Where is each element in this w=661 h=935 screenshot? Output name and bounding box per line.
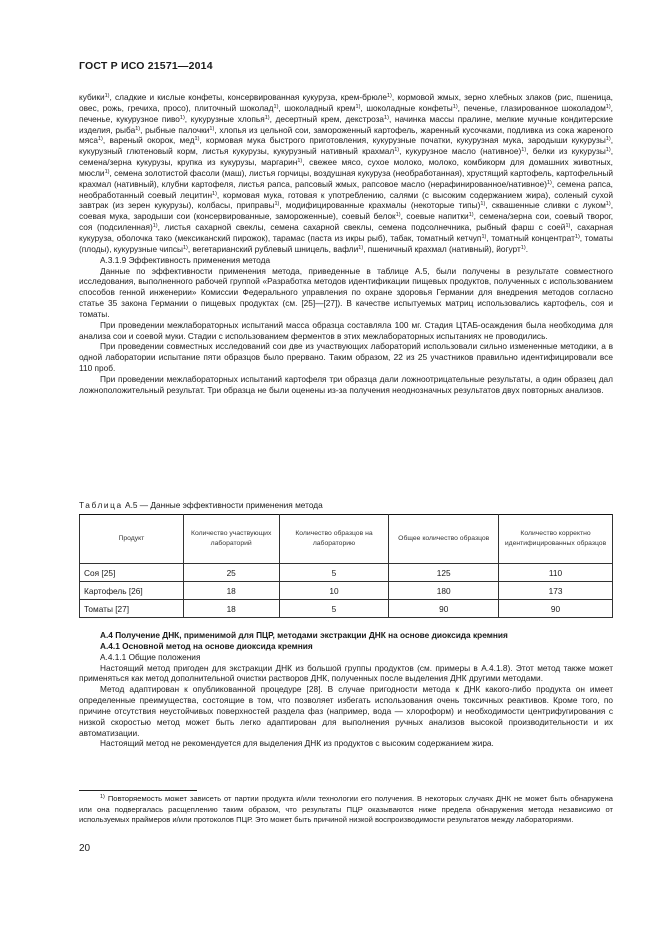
main-text: [79, 92, 613, 396]
table-row: [80, 600, 613, 618]
paragraph-interlab-mass: При проведении межлабораторных испытаний масса образца составляла 100 мг. Стадия ЦТАБ-осаждения была необходима для анализа сои и соевой муки. Стадии с использованием ферментов в этих межлабораторных испытаниях не проводились.: [79, 319, 613, 341]
header-product: Продукт: [80, 515, 184, 564]
table-cell: 18: [183, 582, 279, 600]
table-header-row: [80, 515, 613, 564]
table-cell: 90: [499, 600, 613, 618]
paragraph-method-scope: Настоящий метод пригоден для экстракции ДНК из большой группы продуктов (см. примеры в А.4.1.8). Этот метод также может применяться как метод дополнительной очистки растворов ДНК, полученных после выделения ДНК другими методами.: [79, 662, 613, 684]
table-cell: 25: [183, 564, 279, 582]
paragraph-method-adapted: Метод адаптирован к опубликованной процедуре [28]. В случае пригодности метода к ДНК какого-либо продукта он имеет определенные преимущества, состоящие в том, что позволяет избегать использования очень токсичных реактивов. Кроме того, по причине отсутствия неустойчивых поверхностей раздела фаз (например, вода — хлороформ) и необходимости центрифугирования с низкой скоростью метод может быть легко адаптирован для выполнения ручных анализов высокой производительности и их автоматизации.: [79, 684, 613, 738]
paragraph-soy-study: При проведении совместных исследований сои две из участвующих лабораторий использовали сильно измененные методики, а в одной лаборатории испытание пяти образцов было прервано. Таким образом, 22 из 25 участников правильно идентифицировали все 110 проб.: [79, 341, 613, 374]
header-total-samples: Общее количество образцов: [389, 515, 499, 564]
paragraph-efficiency-data: Данные по эффективности применения метода, приведенные в таблице А.5, были получены в результате совместного исследования, выполненного рабочей группой «Разработка методов идентификации пищевых продуктов, полученных с использованием способов генной инженерии» Комиссии Федерального управления по охране здоровья Германии для внедрения методов согласно статье 35 закона Германии о пищевых продуктах (см. [25]—[27]). В качестве испытуемых матриц использовались картофель, соя и томаты.: [79, 265, 613, 319]
table-cell: 5: [279, 600, 389, 618]
subsection-heading-a319: А.3.1.9 Эффективность применения метода: [100, 254, 271, 265]
table-cell: 18: [183, 600, 279, 618]
table-cell: Картофель [26]: [80, 582, 184, 600]
section-heading-a4: А.4 Получение ДНК, применимой для ПЦР, методами экстракции ДНК на основе диоксида кремния: [100, 630, 508, 640]
footnote: [79, 794, 613, 826]
paragraph-potato-study: При проведении межлабораторных испытаний картофеля три образца дали ложноотрицательные результаты, а один образец дал ложноположительный результат. Три образца не были оценены из-за получения неоднозначных результатов двух повторных анализов.: [79, 373, 613, 395]
product-list-paragraph: кубики$^{1)}$, сладкие и кислые конфеты, консервированная кукуруза, крем-брюле$^{1)}$, кормовой жмых, зерно хлебных злаков (рис, пшеница, овес, рожь, гречиха, просо), плиточный шоколад$^{1)}$, шоколадный крем$^{1)}$, шоколадные конфеты$^{1)}$, печенье, глазированное шоколадом$^{1)}$, печенье, кукурузное пиво$^{1)}$, кукурузные хлопья$^{1)}$, десертный крем, декстроза$^{1)}$, начинка массы пралине, мелкие мучные кондитерские изделия, рыба$^{1)}$, рыбные палочки$^{1)}$, хлопья из цельной сои, замороженный картофель, жаренный кусочками, подливка из сока жареного мяса$^{1)}$, вареный окорок, мед$^{1)}$, кормовая мука быстрого приготовления, кукурузные початки, кукурузная мука, зародыши кукурузы$^{1)}$, кукурузный глютеновый корм, листья кукурузы, кукурузный нативный крахмал$^{1)}$, кукурузное масло (нативное)$^{1)}$, белки из кукурузы$^{1)}$, семена/зерна кукурузы, крупка из кукурузы, маргарин$^{1)}$, свежее мясо, сухое молоко, молоко, комбикорм для домашних животных, мюсли$^{1)}$, семена золотистой фасоли (маш), листья горчицы, воздушная кукуруза (необработанная), хрустящий картофель, картофельный крахмал (нативный), клубни картофеля, листья рапса, рапсовый жмых, рапсовое масло (нерафинированное/нативное)$^{1)}$, семена рапса, необработанный соевый лецитин$^{1)}$, кормовая мука, готовая к употреблению, салями (с высоким содержанием жира), соленый сухой завтрак (из зерен кукурузы), колбасы, приправы$^{1)}$, модифицированные крахмалы (некоторые типы)$^{1)}$, сквашенные сливки с луком$^{1)}$, соевая мука, зародыши сои (консервированные, замороженные), соевый белок$^{1)}$, соевые напитки$^{1)}$, семена/зерна сои, соевый творог, соя (подсиленная)$^{1)}$, листья сахарной свеклы, семена сахарной свеклы, семена подсолнечника, рыбный фарш с соей$^{1)}$, сахарная кукуруза, оболочка тако (мексиканский пирожок), тарамас (паста из икры рыб), табак, томатный кетчуп$^{1)}$, томатный концентрат$^{1)}$, томаты (плоды), кукурузные чипсы$^{1)}$, вегетарианский рублевый шницель, вафли$^{1)}$, пшеничный крахмал (нативный), йогурт$^{1)}$.: [79, 92, 614, 254]
footnote-mark: 1): [100, 794, 105, 800]
page-number: 20: [79, 843, 91, 854]
table-cell: 125: [389, 564, 499, 582]
table-row: [80, 582, 613, 600]
table-cell: Томаты [27]: [80, 600, 184, 618]
table-cell: Соя [25]: [80, 564, 184, 582]
footnote-text: Повторяемость может зависеть от партии продукта и/или технологии его получения. В некоторых случаях ДНК не может быть обнаружена или она подвергалась расщеплению таким образом, что результаты ПЦР оказываются ниже предела обнаружения метода независимо от используемых праймеров и/или протоколов ПЦР. Это может быть причиной низкой воспроизводимости результатов между лабораториями.: [79, 794, 613, 824]
table-caption: Таблица А.5 — Данные эффективности применения метода: [79, 500, 323, 510]
efficiency-table: [79, 514, 613, 618]
header-samples-per-lab: Количество образцов на лабораторию: [279, 515, 389, 564]
section-heading-a41: А.4.1 Основной метод на основе диоксида кремния: [100, 640, 313, 651]
section-a4: [79, 630, 613, 749]
header-correct-samples: Количество корректно идентифицированных образцов: [499, 515, 613, 564]
paragraph-method-limit: Настоящий метод не рекомендуется для выделения ДНК из продуктов с высоким содержанием жира.: [100, 738, 494, 749]
table-cell: 10: [279, 582, 389, 600]
footnote-divider: [79, 790, 197, 791]
table-row: [80, 564, 613, 582]
table-cell: 173: [499, 582, 613, 600]
table-cell: 180: [389, 582, 499, 600]
table-cell: 90: [389, 600, 499, 618]
table-cell: 5: [279, 564, 389, 582]
table-cell: 110: [499, 564, 613, 582]
page-header: ГОСТ Р ИСО 21571—2014: [79, 60, 213, 72]
header-labs: Количество участвующих лабораторий: [183, 515, 279, 564]
section-heading-a411: А.4.1.1 Общие положения: [100, 651, 201, 662]
